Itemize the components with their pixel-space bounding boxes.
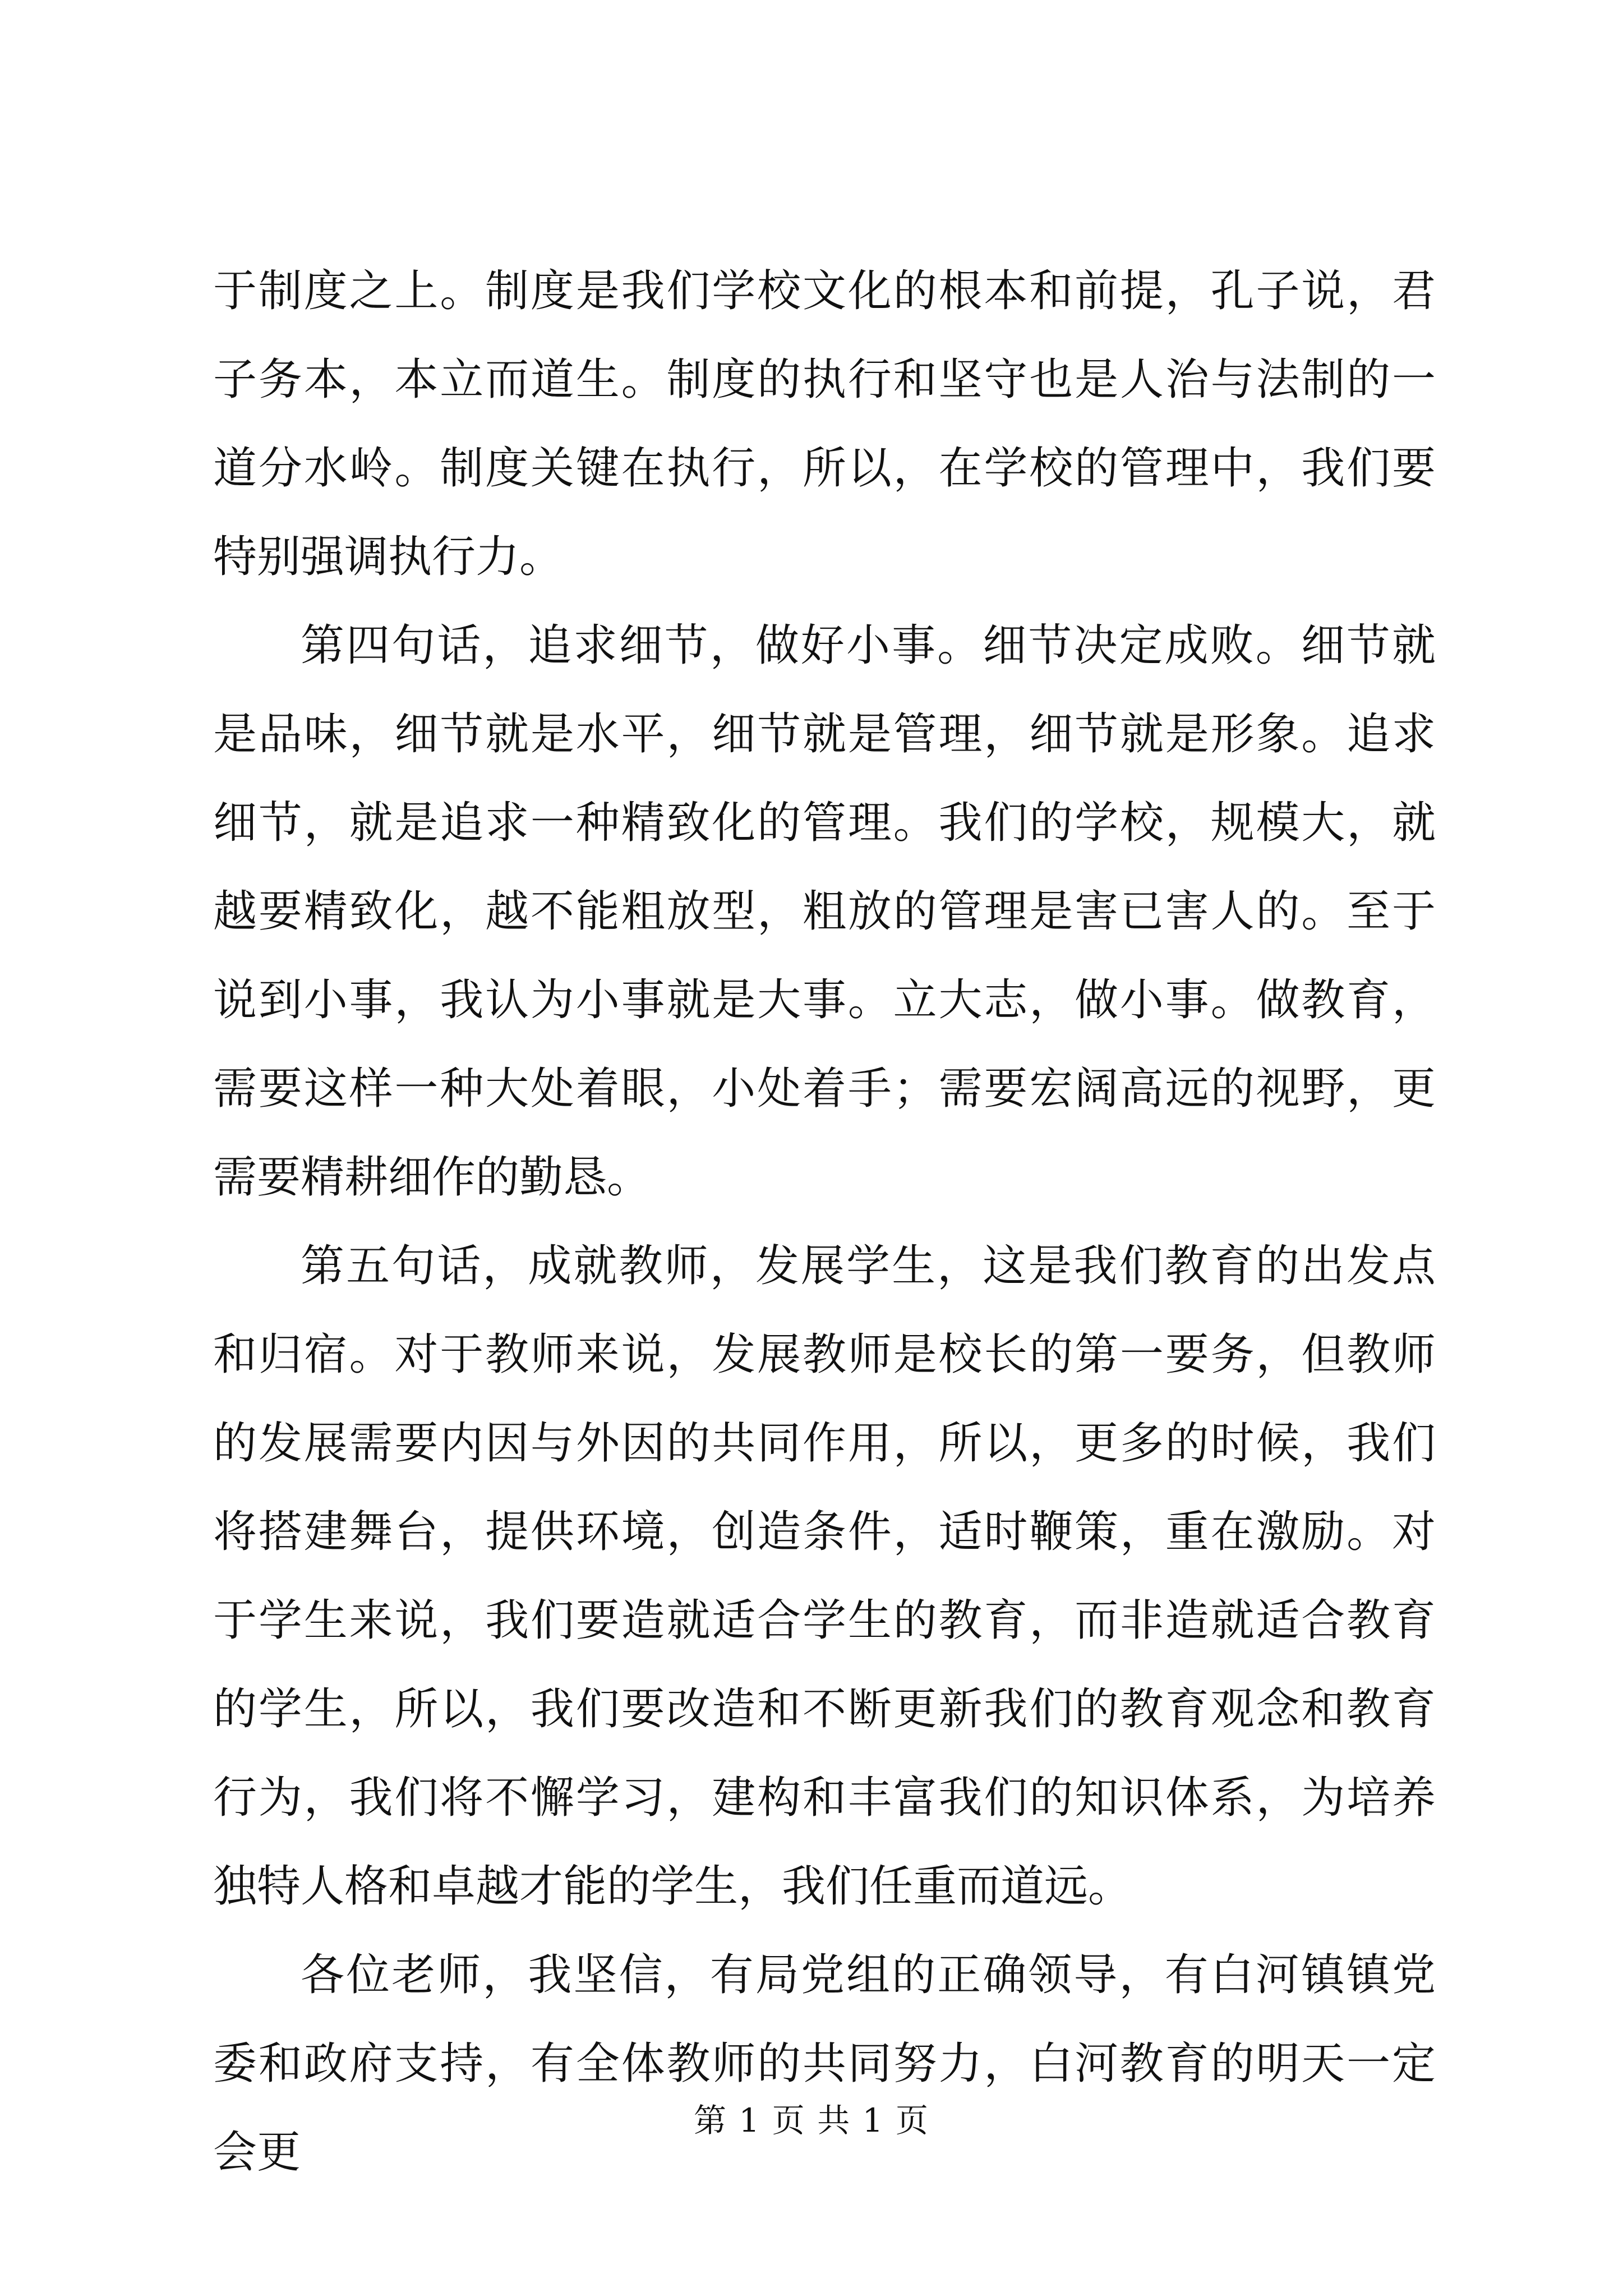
paragraph-3: 第五句话，成就教师，发展学生，这是我们教育的出发点和归宿。对于教师来说，发展教师是校长的第一要务，但教师的发展需要内因与外因的共同作用，所以，更多的时候，我们将搭建舞台，提供环境，创造条件，适时鞭策，重在激励。对于学生来说，我们要造就适合学生的教育，而非造就适合教育的学生，所以，我们要改造和不断更新我们的教育观念和教育行为，我们将不懈学习，建构和丰富我们的知识体系，为培养独特人格和卓越才能的学生，我们任重而道远。: [213, 1241, 1436, 1912]
paragraph-2: 第四句话，追求细节，做好小事。细节决定成败。细节就是品味，细节就是水平，细节就是管理，细节就是形象。追求细节，就是追求一种精致化的管理。我们的学校，规模大，就越要精致化，越不能粗放型，粗放的管理是害已害人的。至于说到小事，我认为小事就是大事。立大志，做小事。做教育，需要这样一种大处着眼，小处着手；需要宏阔高远的视野，更需要精耕细作的勤恳。: [213, 620, 1436, 1203]
body-text: [213, 247, 1436, 2197]
paragraph-4: 各位老师，我坚信，有局党组的正确领导，有白河镇镇党委和政府支持，有全体教师的共同努力，白河教育的明天一定会更: [213, 1950, 1436, 2178]
paragraph-1: 于制度之上。制度是我们学校文化的根本和前提，孔子说，君子务本，本立而道生。制度的执行和坚守也是人治与法制的一道分水岭。制度关键在执行，所以，在学校的管理中，我们要特别强调执行力。: [213, 266, 1436, 582]
page-footer: 第 1 页 共 1 页: [694, 2101, 929, 2139]
